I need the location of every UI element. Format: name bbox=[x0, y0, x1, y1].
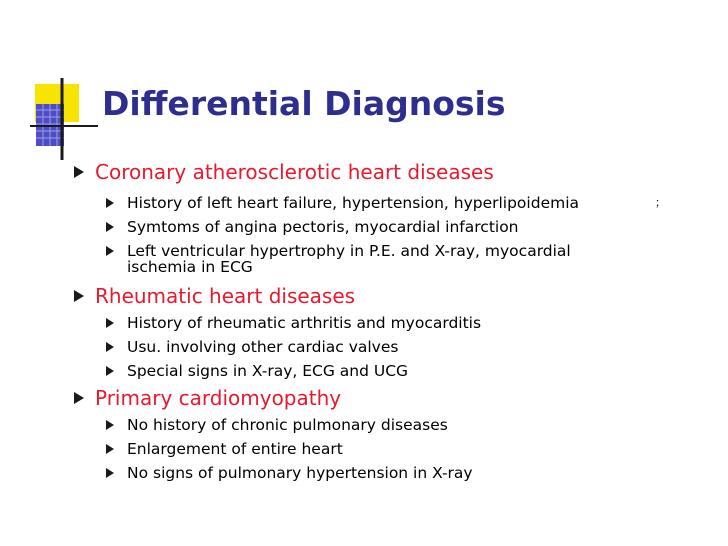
list-item-text: No signs of pulmonary hypertension in X-ray bbox=[127, 464, 473, 482]
stray-punctuation: ； bbox=[655, 196, 666, 209]
bullet-triangle-icon bbox=[106, 246, 114, 256]
bullet-triangle-icon bbox=[74, 392, 84, 404]
list-item-text: Special signs in X-ray, ECG and UCG bbox=[127, 362, 409, 380]
section-heading-text: Rheumatic heart diseases bbox=[95, 284, 356, 308]
bullet-triangle-icon bbox=[74, 166, 84, 178]
bullet-triangle-icon bbox=[106, 444, 114, 454]
bullet-triangle-icon bbox=[106, 222, 114, 232]
list-item-text: No history of chronic pulmonary diseases bbox=[127, 416, 448, 434]
bullet-triangle-icon bbox=[74, 290, 84, 302]
list-item-text: Enlargement of entire heart bbox=[127, 440, 343, 458]
bullet-triangle-icon bbox=[106, 468, 114, 478]
list-item-text: History of rheumatic arthritis and myocarditis bbox=[127, 314, 482, 332]
list-item-text: Usu. involving other cardiac valves bbox=[127, 338, 399, 356]
list-item-text: Symtoms of angina pectoris, myocardial infarction bbox=[127, 218, 519, 236]
list-item-text: History of left heart failure, hypertension, hyperlipoidemia bbox=[127, 194, 580, 212]
bullet-triangle-icon bbox=[106, 420, 114, 430]
bullet-triangle-icon bbox=[106, 366, 114, 376]
list-item-text: Left ventricular hypertrophy in P.E. and X-ray, myocardial bbox=[127, 242, 571, 260]
list-item-text: ischemia in ECG bbox=[127, 258, 253, 276]
bullet-triangle-icon bbox=[106, 318, 114, 328]
slide-title: Differential Diagnosis bbox=[102, 84, 506, 123]
bullet-triangle-icon bbox=[106, 198, 114, 208]
bullet-triangle-icon bbox=[106, 342, 114, 352]
section-heading-text: Primary cardiomyopathy bbox=[95, 386, 342, 410]
section-heading-text: Coronary atherosclerotic heart diseases bbox=[95, 160, 494, 184]
